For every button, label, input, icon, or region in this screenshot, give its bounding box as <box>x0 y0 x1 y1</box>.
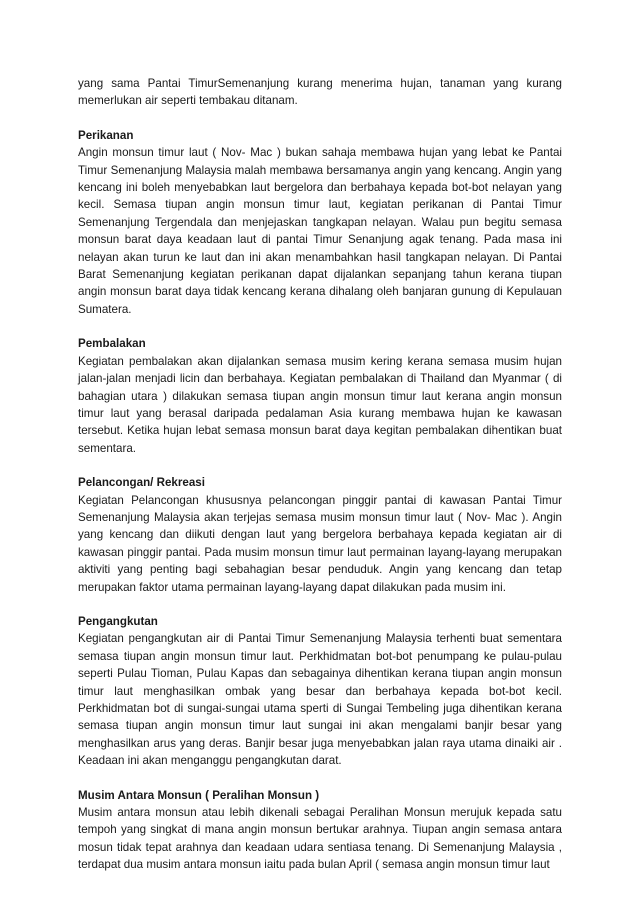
section-pembalakan <box>78 335 562 457</box>
section-body: Angin monsun timur laut ( Nov- Mac ) bukan sahaja membawa hujan yang lebat ke Pantai Timur Semenanjung Malaysia malah membawa bersamanya angin yang kencang. Angin yang kencang ini boleh menyebabkan laut bergelora dan berbahaya kepada bot-bot nelayan yang kecil. Semasa tiupan angin monsun timur laut, kegiatan perikanan di Pantai Timur Semenanjung Tergendala dan menjejaskan tangkapan nelayan. Walau pun begitu semasa monsun barat daya keadaan laut di pantai Timur Senanjung agak tenang. Pada masa ini nelayan akan turun ke laut dan ini akan menambahkan hasil tangkapan nelayan. Di Pantai Barat Semenanjung kegiatan perikanan dapat dijalankan sepanjang tahun kerana tiupan angin monsun barat daya tidak kencang kerana dihalang oleh banjaran gunung di Kepulauan Sumatera. <box>78 146 562 316</box>
section-pengangkutan <box>78 613 562 770</box>
section-heading: Musim Antara Monsun ( Peralihan Monsun ) <box>78 788 320 802</box>
section-heading: Pembalakan <box>78 337 146 351</box>
intro-paragraph: yang sama Pantai TimurSemenanjung kurang menerima hujan, tanaman yang kurang memerlukan air seperti tembakau ditanam. <box>78 77 562 108</box>
section-musim-antara-monsun <box>78 787 562 874</box>
section-pelancongan <box>78 474 562 596</box>
section-heading: Pengangkutan <box>78 614 158 628</box>
section-body: Kegiatan Pelancongan khususnya pelancongan pinggir pantai di kawasan Pantai Timur Semenanjung Malaysia akan terjejas semasa musim monsun timur laut ( Nov- Mac ). Angin yang kencang dan diikuti dengan laut yang bergelora berbahaya kepada kegiatan air di kawasan pinggir pantai. Pada musim monsun timur laut permainan layang-layang merupakan aktiviti yang penting bagi sebahagian besar penduduk. Angin yang kencang dan tetap merupakan faktor utama permainan layang-layang dapat dilakukan pada musim ini. <box>78 493 562 594</box>
section-body: Musim antara monsun atau lebih dikenali sebagai Peralihan Monsun merujuk kepada satu tempoh yang singkat di mana angin monsun bertukar arahnya. Tiupan angin semasa antara mosun tidak tepat arahnya dan keadaan udara sentiasa tenang. Di Semenanjung Malaysia , terdapat dua musim antara monsun iaitu pada bulan April ( semasa angin monsun timur laut <box>78 806 562 872</box>
section-perikanan <box>78 127 562 318</box>
section-heading: Pelancongan/ Rekreasi <box>78 476 205 490</box>
section-heading: Perikanan <box>78 128 134 142</box>
section-body: Kegiatan pembalakan akan dijalankan semasa musim kering kerana semasa musim hujan jalan-jalan menjadi licin dan berbahaya. Kegiatan pembalakan di Thailand dan Myanmar ( di bahagian utara ) dilakukan semasa tiupan angin monsun timur laut kerana angin monsun timur laut yang berasal daripada pedalaman Asia kurang membawa hujan ke kawasan tersebut. Ketika hujan lebat semasa monsun barat daya kegitan pembalakan dihentikan buat sementara. <box>78 354 562 455</box>
section-body: Kegiatan pengangkutan air di Pantai Timur Semenanjung Malaysia terhenti buat sementara semasa tiupan angin monsun timur laut. Perkhidmatan bot-bot penumpang ke pulau-pulau seperti Pulau Tioman, Pulau Kapas dan sebagainya dihentikan kerana tiupan angin monsun timur laut menghasilkan ombak yang besar dan berbahaya kepada bot-bot kecil. Perkhidmatan bot di sungai-sungai utama sperti di Sungai Tembeling juga dihentikan kerana semasa tiupan angin monsun timur laut sungai ini akan mengalami banjir besar yang menghasilkan arus yang deras. Banjir besar juga menyebabkan jalan raya utama dinaiki air . Keadaan ini akan menganggu pengangkutan darat. <box>78 632 562 768</box>
